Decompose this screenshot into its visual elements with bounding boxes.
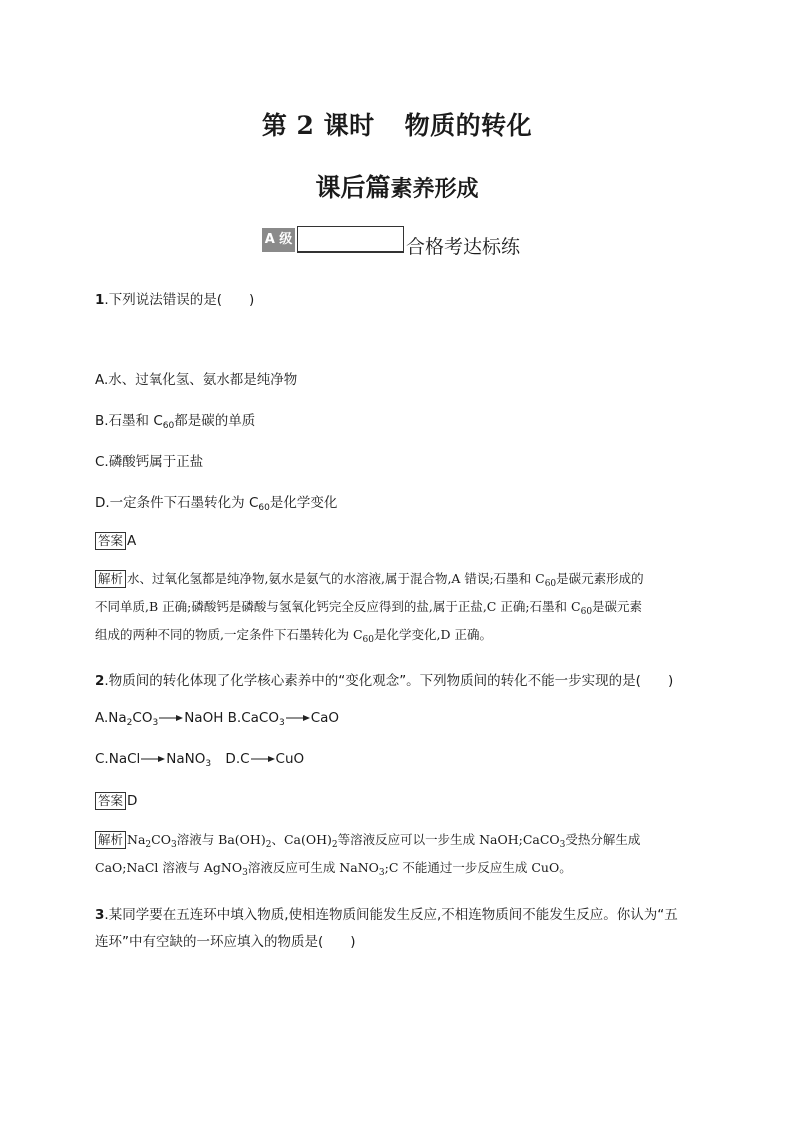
q2-option-b-text: B.CaCO [227, 710, 279, 726]
section-title-part1: 课后篇 [315, 173, 391, 202]
q2-sub: 3 [152, 718, 159, 728]
q2-option-a-text: NaOH [184, 710, 224, 726]
q2-option-c-text: C.NaCl [95, 751, 141, 767]
q2-answer-value: D [127, 793, 138, 809]
q3-stem-line2: 连环”中有空缺的一环应填入的物质是( ) [95, 934, 356, 950]
q1-option-d [95, 491, 337, 511]
q1-option-b-sub: 60 [162, 421, 175, 431]
q1-analysis-sub: 60 [544, 579, 557, 589]
q2-analysis-line1 [95, 826, 705, 854]
q2-analysis-sub: 2 [265, 840, 272, 850]
level-label: 合格考达标练 [406, 236, 521, 258]
q1-analysis-line2 [95, 593, 705, 621]
reaction-arrow-icon [141, 755, 165, 763]
q2-analysis-text: 溶液反应可生成 NaNO [247, 860, 379, 875]
q2-analysis-text: CaO;NaCl 溶液与 AgNO [95, 860, 243, 875]
q2-stem-text: .物质间的转化体现了化学核心素养中的“变化观念”。下列物质间的转化不能一步实现的是( ) [104, 673, 674, 689]
q2-option-d-text: D.C [225, 751, 250, 767]
q2-options-ab [95, 710, 339, 726]
q2-analysis-sub: 3 [242, 868, 248, 878]
q2-analysis-sub: 2 [145, 840, 152, 850]
q1-option-b-text: B.石墨和 C [95, 413, 163, 429]
q2-sub: 3 [205, 759, 212, 769]
section-title-part2: 素养形成 [390, 176, 479, 202]
q3-number: 3 [95, 907, 105, 923]
q2-option-a-text: CO [132, 710, 153, 726]
q1-option-c: C.磷酸钙属于正盐 [95, 454, 204, 470]
q2-analysis-text: CO [151, 832, 171, 847]
q1-analysis-line1 [95, 565, 705, 593]
q2-answer [95, 792, 137, 810]
q1-option-d-sub: 60 [258, 503, 270, 513]
q2-analysis-text: 等溶液反应可以一步生成 NaOH;CaCO [337, 832, 560, 847]
q2-analysis [95, 826, 705, 882]
q3-stem-text: .某同学要在五连环中填入物质,使相连物质间能发生反应,不相连物质间不能发生反应。你认为“五 [104, 907, 678, 923]
q1-analysis-text: 组成的两种不同的物质,一定条件下石墨转化为 C [95, 627, 363, 642]
q2-sub: 3 [278, 718, 285, 728]
q1-analysis-line3 [95, 621, 705, 649]
q2-stem [95, 669, 673, 689]
q2-analysis-text: 溶液与 Ba(OH) [176, 832, 266, 847]
reaction-arrow-icon [286, 714, 310, 722]
q2-number: 2 [95, 673, 105, 689]
q1-option-d-text: D.一定条件下石墨转化为 C [95, 495, 259, 511]
q2-analysis-sub: 2 [331, 840, 338, 850]
q1-answer [95, 532, 136, 550]
q1-analysis-sub: 60 [362, 635, 374, 645]
answer-tag: 答案 [95, 792, 126, 810]
q2-option-a-text: A.Na [95, 710, 127, 726]
q2-analysis-text: 受热分解生成 [565, 832, 641, 847]
q1-option-b-text-end: 都是碳的单质 [174, 413, 256, 429]
q2-options-cd [95, 751, 304, 767]
q1-stem-text: .下列说法错误的是( ) [104, 292, 255, 308]
answer-tag: 答案 [95, 532, 126, 550]
q1-stem [95, 288, 254, 308]
q1-analysis [95, 565, 705, 649]
q1-option-d-text-end: 是化学变化 [269, 495, 338, 511]
q2-analysis-text: 、Ca(OH) [271, 832, 332, 847]
q2-analysis-text: Na [127, 832, 146, 847]
q2-analysis-line2 [95, 854, 705, 882]
q1-number: 1 [95, 292, 105, 308]
q2-option-d-text: CuO [275, 751, 305, 767]
q1-analysis-text: 水、过氧化氢都是纯净物,氨水是氨气的水溶液,属于混合物,A 错误;石墨和 C [127, 571, 545, 586]
q1-answer-value: A [127, 533, 137, 549]
q2-analysis-sub: 3 [378, 868, 385, 878]
q2-option-b-text: CaO [310, 710, 340, 726]
q1-analysis-text: 是化学变化,D 正确。 [373, 627, 492, 642]
q2-sub: 2 [126, 718, 133, 728]
lesson-topic: 物质的转化 [404, 111, 533, 140]
q2-analysis-sub: 3 [170, 840, 177, 850]
level-blank-box [297, 226, 404, 253]
reaction-arrow-icon [251, 755, 275, 763]
q2-analysis-sub: 3 [559, 840, 566, 850]
section-title [0, 168, 794, 204]
q1-option-b [95, 409, 255, 429]
q1-analysis-text: 是碳元素 [592, 599, 643, 614]
q2-analysis-text: ;C 不能通过一步反应生成 CuO。 [384, 860, 572, 875]
lesson-number: 第 2 课时 [261, 111, 375, 140]
lesson-title [0, 106, 794, 142]
q3-stem-line1 [95, 903, 678, 923]
q1-analysis-text: 是碳元素形成的 [556, 571, 644, 586]
analysis-tag: 解析 [95, 831, 126, 849]
level-badge: A 级 [262, 228, 295, 252]
q1-analysis-text: 不同单质,B 正确;磷酸钙是磷酸与氢氧化钙完全反应得到的盐,属于正盐,C 正确;石墨和 C [95, 599, 581, 614]
q1-analysis-sub: 60 [580, 607, 593, 617]
q2-option-c-text: NaNO [166, 751, 206, 767]
reaction-arrow-icon [159, 714, 183, 722]
q1-option-a: A.水、过氧化氢、氨水都是纯净物 [95, 372, 298, 388]
analysis-tag: 解析 [95, 570, 126, 588]
